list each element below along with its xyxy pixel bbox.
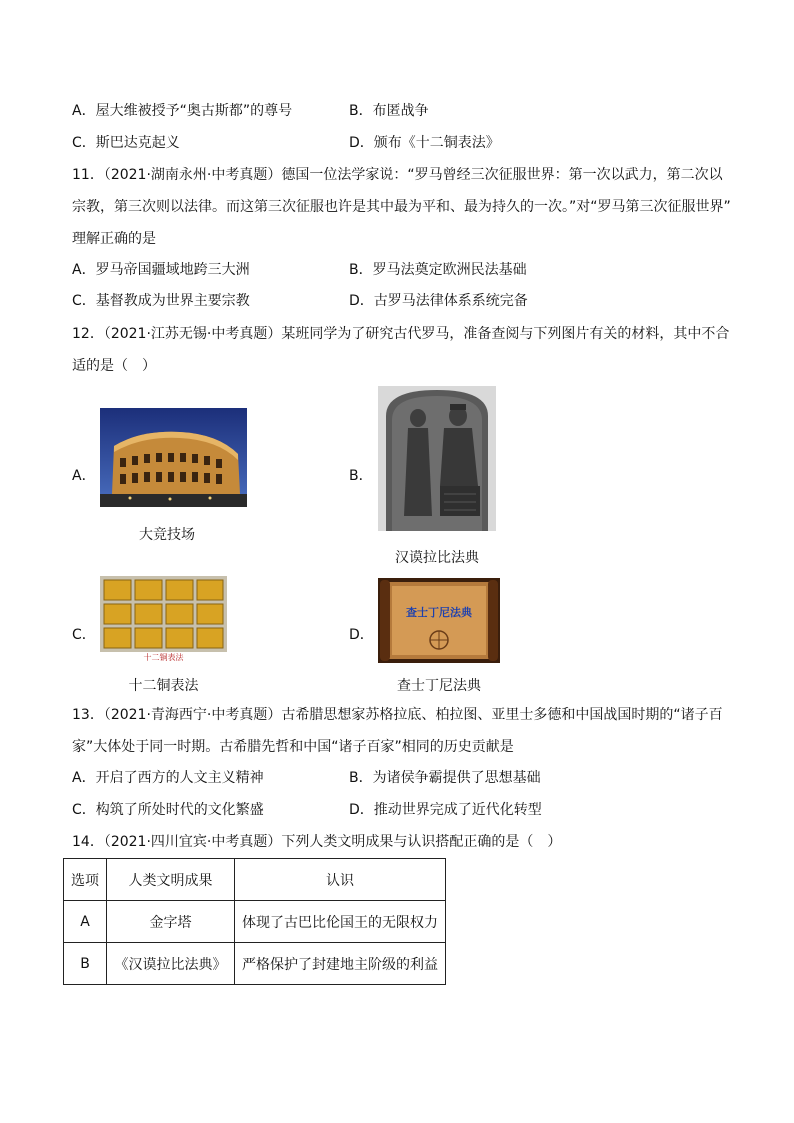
- q12-option-b-caption: 汉谟拉比法典: [395, 550, 479, 566]
- q12-option-d-caption: 查士丁尼法典: [397, 678, 481, 694]
- q12-stem-line-1: 12．（2021·江苏无锡·中考真题）某班同学为了研究古代罗马，准备查阅与下列图片有关的材料，其中不合: [72, 326, 730, 342]
- q11-option-c: C．基督教成为世界主要宗教: [72, 293, 250, 309]
- q12-option-d-letter: D．: [349, 627, 374, 643]
- table-cell: 《汉谟拉比法典》: [107, 943, 235, 985]
- q11-stem-line-3: 理解正确的是: [72, 231, 156, 247]
- q13-stem-line-1: 13．（2021·青海西宁·中考真题）古希腊思想家苏格拉底、柏拉图、亚里士多德和中国战国时期的“诸子百: [72, 707, 723, 723]
- table-cell: B: [64, 943, 107, 985]
- table-header-cell: 认识: [235, 859, 446, 901]
- table-header-cell: 选项: [64, 859, 107, 901]
- twelve-tables-photo: [100, 576, 227, 663]
- q13-option-a: A．开启了西方的人文主义精神: [72, 770, 264, 786]
- table-header-cell: 人类文明成果: [107, 859, 235, 901]
- q13-option-b: B．为诸侯争霸提供了思想基础: [349, 770, 541, 786]
- justinian-code-scroll: [378, 578, 500, 663]
- q13-option-d: D．推动世界完成了近代化转型: [349, 802, 542, 818]
- q13-option-c: C．构筑了所处时代的文化繁盛: [72, 802, 264, 818]
- table-row: [64, 901, 446, 943]
- q12-option-c-letter: C．: [72, 627, 96, 643]
- q10-option-d: D．颁布《十二铜表法》: [349, 135, 500, 151]
- colosseum-photo: [100, 408, 247, 507]
- q11-option-a: A．罗马帝国疆域地跨三大洲: [72, 262, 250, 278]
- q13-stem-line-2: 家”大体处于同一时期。古希腊先哲和中国“诸子百家”相同的历史贡献是: [72, 739, 514, 755]
- table-row: [64, 943, 446, 985]
- justinian-code-scroll-label: 查士丁尼法典: [406, 606, 472, 619]
- q12-stem-line-2: 适的是（ ）: [72, 358, 156, 374]
- q11-stem-line-1: 11．（2021·湖南永州·中考真题）德国一位法学家说：“罗马曾经三次征服世界：第一次以武力，第二次以: [72, 167, 723, 183]
- table-cell: 金字塔: [107, 901, 235, 943]
- q11-stem-line-2: 宗教，第三次则以法律。而这第三次征服也许是其中最为平和、最为持久的一次。”对“罗马第三次征服世界”: [72, 199, 731, 215]
- hammurabi-stele-photo: [378, 386, 496, 531]
- twelve-tables-photo-label: 十二铜表法: [143, 653, 184, 662]
- table-cell: A: [64, 901, 107, 943]
- q14-table: [63, 858, 446, 985]
- q10-option-c: C．斯巴达克起义: [72, 135, 180, 151]
- q11-option-b: B．罗马法奠定欧洲民法基础: [349, 262, 527, 278]
- q10-option-a: A．屋大维被授予“奥古斯都”的尊号: [72, 103, 293, 119]
- table-cell: 严格保护了封建地主阶级的利益: [235, 943, 446, 985]
- q14-stem: 14．（2021·四川宜宾·中考真题）下列人类文明成果与认识搭配正确的是（ ）: [72, 834, 562, 850]
- q11-option-d: D．古罗马法律体系系统完备: [349, 293, 528, 309]
- q12-option-a-letter: A．: [72, 468, 96, 484]
- q12-option-b-letter: B．: [349, 468, 373, 484]
- q10-option-b: B．布匿战争: [349, 103, 429, 119]
- q12-option-c-caption: 十二铜表法: [128, 678, 199, 694]
- table-header-row: [64, 859, 446, 901]
- q12-option-a-caption: 大竞技场: [139, 527, 195, 543]
- table-cell: 体现了古巴比伦国王的无限权力: [235, 901, 446, 943]
